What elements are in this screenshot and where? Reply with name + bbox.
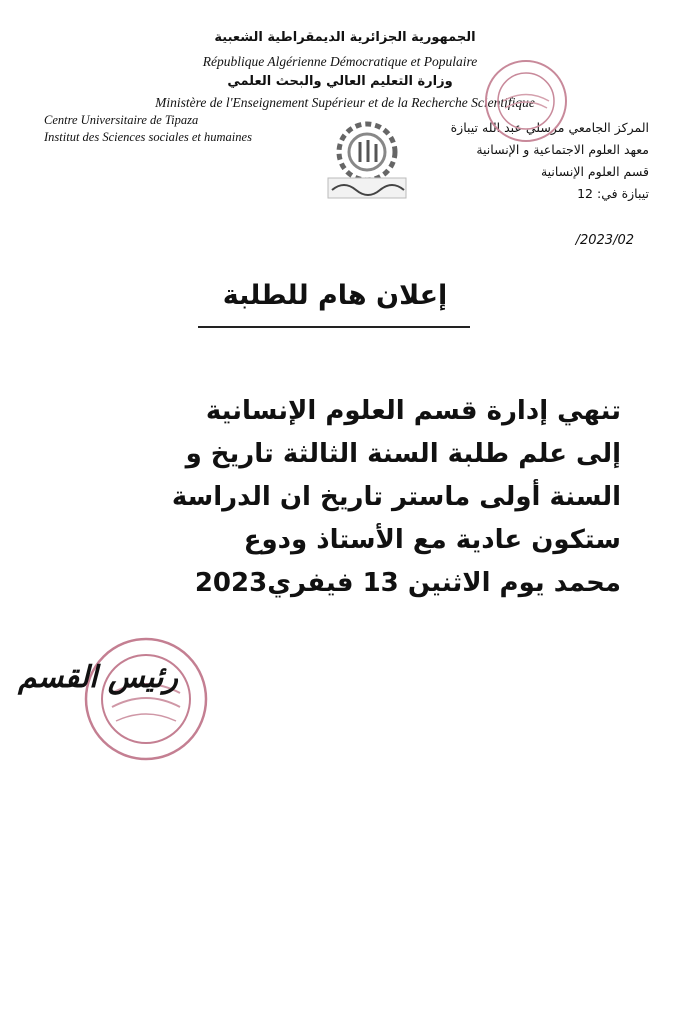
ministry-french: Ministère de l'Enseignement Supérieur et de la Recherche Scientifique — [155, 95, 535, 110]
body-line-4: ستكون عادية مع الأستاذ ودوع — [243, 525, 621, 555]
official-stamp-top — [483, 58, 569, 144]
institution-ar-line-1: المركز الجامعي مرسلي عبد الله تيبازة — [450, 120, 649, 135]
body-line-5: محمد يوم الاثنين 13 فيفري2023 — [194, 568, 621, 598]
document-date: 2023/02/ — [575, 233, 634, 248]
institution-line-2: Institut des Sciences sociales et humaines — [44, 130, 252, 144]
official-stamp-bottom — [82, 635, 210, 763]
university-logo — [324, 118, 410, 202]
republic-french: République Algérienne Démocratique et Populaire — [202, 54, 478, 69]
announcement-body — [61, 390, 621, 605]
republic-arabic: الجمهورية الجزائرية الديمقراطية الشعبية — [214, 30, 476, 45]
body-line-3: السنة أولى ماستر تاريخ ان الدراسة — [171, 482, 621, 512]
place-date-line: تيبازة في: 12 — [577, 186, 649, 201]
department-head-signature: رئيس القسم — [18, 660, 178, 695]
body-line-1: تنهي إدارة قسم العلوم الإنسانية — [205, 396, 621, 426]
announcement-title: إعلان هام للطلبة — [222, 280, 448, 311]
ministry-arabic: وزارة التعليم العالي والبحث العلمي — [227, 74, 453, 89]
institution-ar-line-3: قسم العلوم الإنسانية — [540, 164, 649, 179]
institution-french-block — [44, 112, 252, 146]
institution-ar-line-2: معهد العلوم الاجتماعية و الإنسانية — [476, 142, 649, 157]
institution-line-1: Centre Universitaire de Tipaza — [44, 113, 199, 127]
body-line-2: إلى علم طلبة السنة الثالثة تاريخ و — [185, 439, 621, 469]
title-underline — [198, 326, 470, 328]
